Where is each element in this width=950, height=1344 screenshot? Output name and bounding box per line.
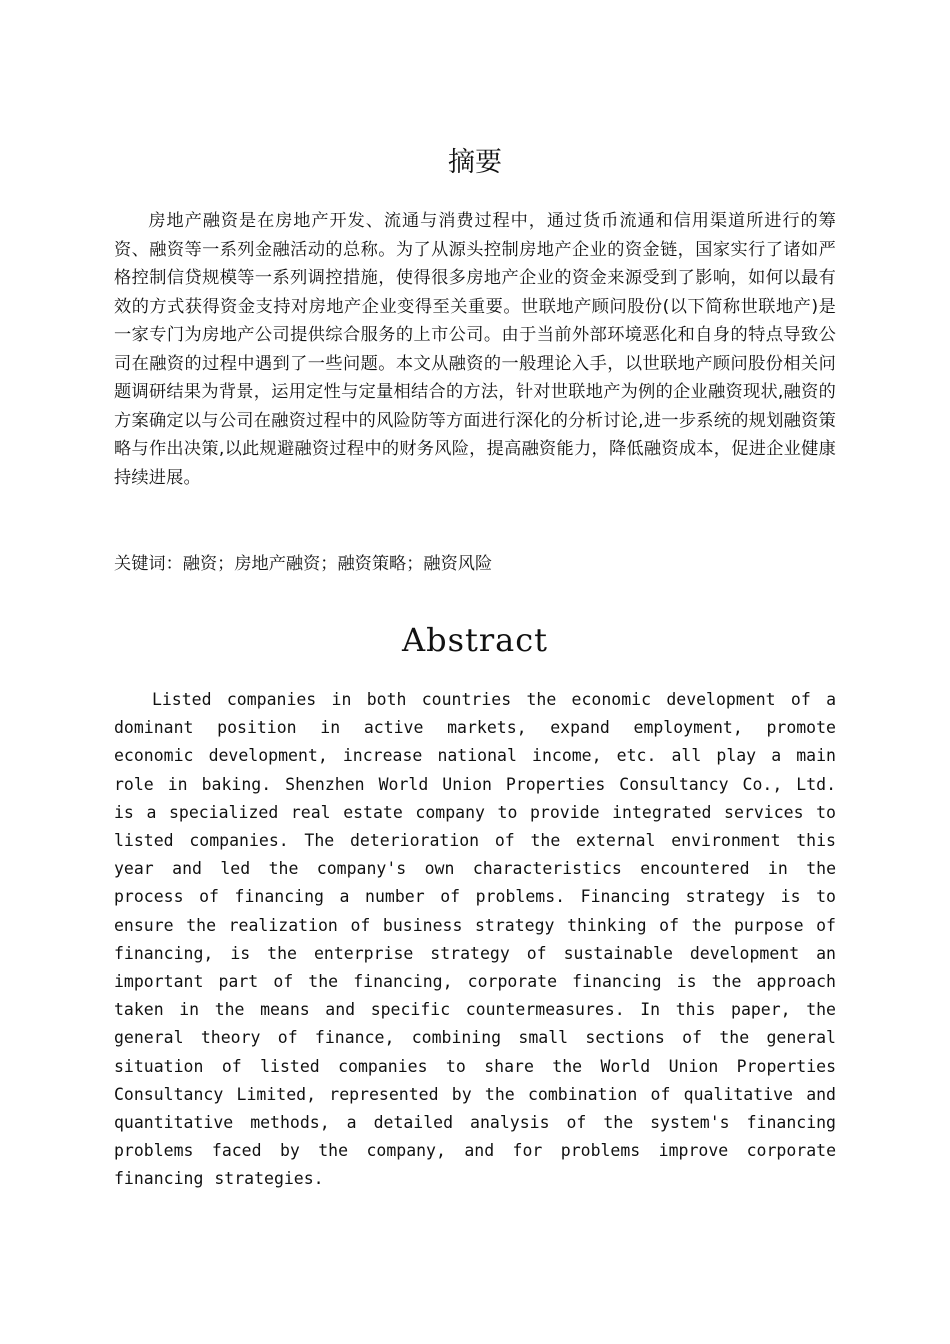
chinese-abstract-body: 房地产融资是在房地产开发、流通与消费过程中，通过货币流通和信用渠道所进行的筹资、融资等一系列金融活动的总称。为了从源头控制房地产企业的资金链，国家实行了诸如严格控制信贷规模等一系列调控措施，使得很多房地产企业的资金来源受到了影响，如何以最有效的方式获得资金支持对房地产企业变得至关重要。世联地产顾问股份(以下简称世联地产)是一家专门为房地产公司提供综合服务的上市公司。由于当前外部环境恶化和自身的特点导致公司在融资的过程中遇到了一些问题。本文从融资的一般理论入手，以世联地产顾问股份相关问题调研结果为背景，运用定性与定量相结合的方法，针对世联地产为例的企业融资现状,融资的方案确定以与公司在融资过程中的风险防等方面进行深化的分析讨论,进一步系统的规划融资策略与作出决策,以此规避融资过程中的财务风险，提高融资能力，降低融资成本，促进企业健康持续进展。 xyxy=(114,211,836,488)
english-abstract-body: Listed companies in both countries the economic development of a dominant position in active markets, expand employment, promote economic development, increase national income, etc. all play a main role in baking. Shenzhen World Union Properties Consultancy Co., Ltd. is a specialized real estate company to provide integrated services to listed companies. The deterioration of the external environment this year and led the company's own characteristics encountered in the process of financing a number of problems. Financing strategy is to ensure the realization of business strategy thinking of the purpose of financing, is the enterprise strategy of sustainable development an important part of the financing, corporate financing is the approach taken in the means and specific countermeasures. In this paper, the general theory of finance, combining small sections of the general situation of listed companies to share the World Union Properties Consultancy Limited, represented by the combination of qualitative and quantitative methods, a detailed analysis of the system's financing problems faced by the company, and for problems improve corporate financing strategies. xyxy=(114,690,836,1189)
chinese-abstract-title: 摘要 xyxy=(448,147,502,178)
english-abstract-title: Abstract xyxy=(401,621,549,659)
chinese-keywords: 关键词：融资；房地产融资；融资策略；融资风险 xyxy=(114,554,493,574)
